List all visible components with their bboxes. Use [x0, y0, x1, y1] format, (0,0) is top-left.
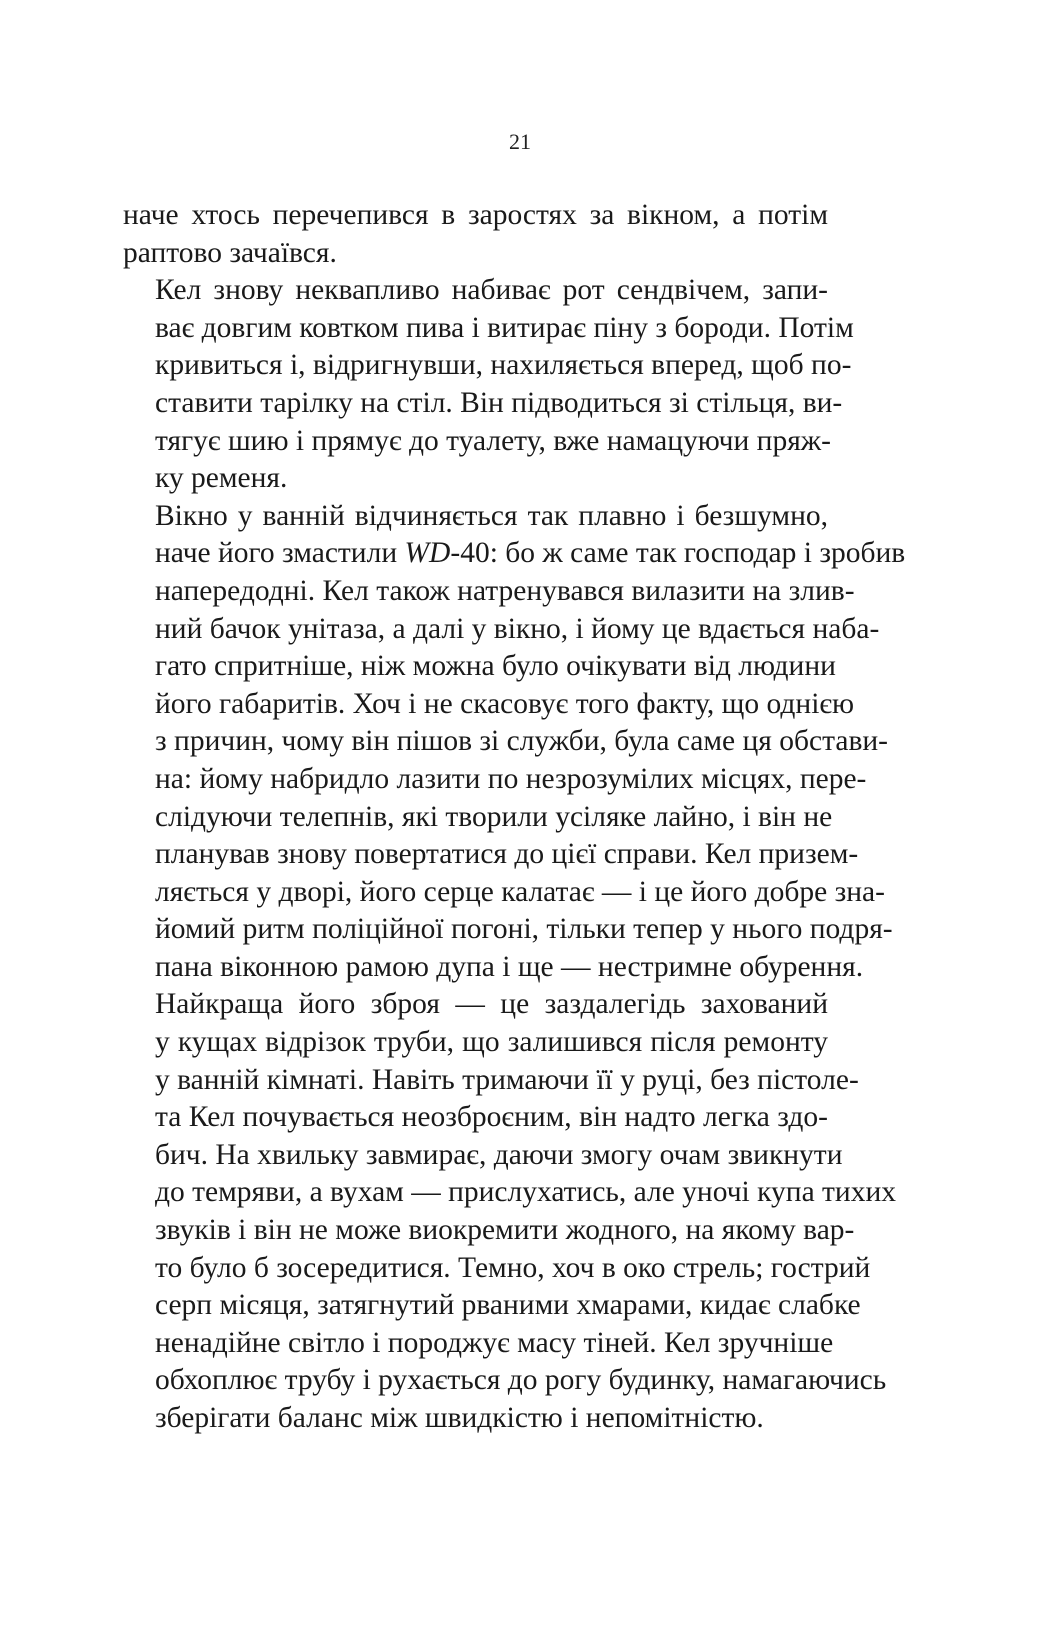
- text-line-with-italic: [123, 535, 906, 573]
- text-line: його габаритів. Хоч і не скасовує того факту, що однією: [155, 687, 855, 720]
- body-text: [123, 197, 906, 1438]
- text-line: у кущах відрізок труби, що залишився після ремонту: [155, 1026, 828, 1059]
- text-line: ненадійне світло і породжує масу тіней. Кел зручніше: [155, 1326, 834, 1359]
- page-number: 21: [509, 129, 531, 154]
- text-line: обхоплює трубу і рухається до рогу будинку, намагаючись: [155, 1364, 887, 1397]
- text-line: слідуючи телепнів, які творили усіляке лайно, і він не: [155, 800, 833, 833]
- text-line: Вікно у ванній відчиняється так плавно і безшумно,: [155, 499, 828, 532]
- text-line: з причин, чому він пішов зі служби, була саме ця обстави-: [155, 725, 888, 758]
- text-line: ставити тарілку на стіл. Він підводиться зі стільця, ви-: [155, 386, 843, 419]
- text-segment: -40: бо ж саме так господар і зробив: [450, 537, 906, 570]
- text-line: серп місяця, затягнутий рваними хмарами, кидає слабке: [155, 1289, 861, 1322]
- paragraph-4: [123, 986, 897, 1437]
- text-line: до темряви, а вухам — прислухатись, але уночі купа тихих: [155, 1176, 897, 1209]
- text-line: то було б зосередитися. Темно, хоч в око стрель; гострий: [155, 1251, 871, 1284]
- text-line: ку ременя.: [155, 462, 288, 495]
- text-line: ває довгим ковтком пива і витирає піну з бороди. Потім: [155, 311, 854, 344]
- text-line: на: йому набридло лазити по незрозумілих місцях, пере-: [155, 762, 867, 795]
- text-segment: наче його змастили: [155, 537, 405, 570]
- italic-product-name: WD: [404, 537, 451, 570]
- text-line: Найкраща його зброя — це заздалегідь захований: [155, 988, 828, 1021]
- text-line: у ванній кімнаті. Навіть тримаючи її у руці, без пістоле-: [155, 1063, 859, 1096]
- text-line: пана віконною рамою дупа і ще — нестримне обурення.: [155, 950, 864, 983]
- text-line: кривиться і, відригнувши, нахиляється вперед, щоб по-: [155, 349, 852, 382]
- text-line: зберігати баланс між швидкістю і непомітністю.: [155, 1402, 764, 1434]
- text-line: бич. На хвильку завмирає, даючи змогу очам звикнути: [155, 1138, 843, 1171]
- text-line: наче хтось перечепився в заростях за вікном, а потім: [123, 199, 828, 231]
- paragraph-2: [123, 272, 854, 498]
- text-line: ляється у дворі, його серце калатає — і це його добре зна-: [155, 875, 885, 908]
- text-line: та Кел почувається неозброєним, він надто легка здо-: [155, 1101, 828, 1134]
- text-line: йомий ритм поліційної погоні, тільки тепер у нього подря-: [155, 913, 893, 946]
- text-line: напередодні. Кел також натренувався вилазити на злив-: [155, 574, 855, 607]
- paragraph-1: [123, 197, 828, 272]
- text-line: тягує шию і прямує до туалету, вже намацуючи пряж-: [155, 424, 831, 457]
- text-line: Кел знову неквапливо набиває рот сендвічем, запи-: [155, 274, 828, 307]
- text-line: ний бачок унітаза, а далі у вікно, і йому це вдається наба-: [155, 612, 880, 645]
- text-line: гато спритніше, ніж можна було очікувати від людини: [155, 650, 836, 683]
- text-line: звуків і він не може виокремити жодного, на якому вар-: [155, 1214, 855, 1247]
- paragraph-3: [123, 498, 906, 987]
- text-line: планував знову повертатися до цієї справи. Кел призем-: [155, 838, 859, 871]
- text-line: раптово зачаївся.: [123, 236, 337, 269]
